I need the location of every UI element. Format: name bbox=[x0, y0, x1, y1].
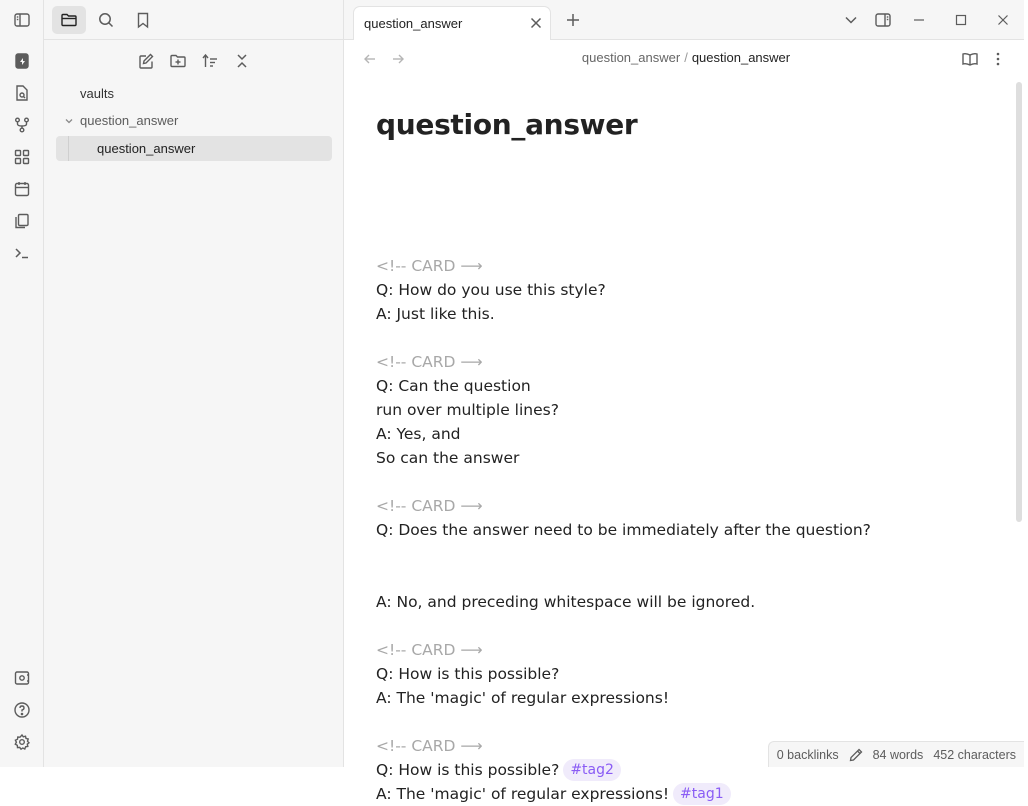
ribbon bbox=[0, 0, 44, 767]
line-text: run over multiple lines? bbox=[376, 401, 559, 419]
line-text: <!-- CARD ⟶ bbox=[376, 257, 483, 275]
tab-bookmarks[interactable] bbox=[126, 6, 160, 34]
card-comment-line[interactable] bbox=[376, 494, 871, 518]
text-line[interactable] bbox=[376, 662, 871, 686]
text-line[interactable] bbox=[376, 302, 871, 326]
breadcrumb-file[interactable]: question_answer bbox=[691, 50, 791, 65]
text-line[interactable] bbox=[376, 278, 871, 302]
line-text: Q: Can the question bbox=[376, 377, 531, 395]
blank-line[interactable] bbox=[376, 566, 871, 590]
blank-line[interactable] bbox=[376, 542, 871, 566]
daily-note-icon[interactable] bbox=[11, 178, 33, 200]
line-text: <!-- CARD ⟶ bbox=[376, 737, 483, 755]
tab-search[interactable] bbox=[89, 6, 123, 34]
card-comment-line[interactable] bbox=[376, 638, 871, 662]
editor-scrollbar[interactable] bbox=[1016, 82, 1022, 522]
new-note-icon[interactable] bbox=[135, 50, 157, 72]
settings-icon[interactable] bbox=[11, 731, 33, 753]
blank-line[interactable] bbox=[376, 470, 871, 494]
text-line[interactable] bbox=[376, 398, 871, 422]
word-count: 84 words bbox=[872, 747, 924, 762]
tag-pill[interactable]: #tag1 bbox=[673, 783, 731, 805]
line-text: A: The 'magic' of regular expressions! bbox=[376, 785, 670, 803]
open-quick-switcher-icon[interactable] bbox=[11, 50, 33, 72]
status-bar bbox=[768, 741, 1024, 767]
breadcrumb-folder[interactable]: question_answer bbox=[581, 50, 681, 65]
text-line[interactable] bbox=[376, 590, 871, 614]
templates-icon[interactable] bbox=[11, 210, 33, 232]
pencil-icon[interactable] bbox=[849, 748, 863, 762]
bookmark-icon bbox=[134, 11, 152, 29]
line-text: <!-- CARD ⟶ bbox=[376, 641, 483, 659]
text-line[interactable] bbox=[376, 374, 871, 398]
sidebar-tab-header bbox=[44, 0, 344, 40]
line-text: A: Just like this. bbox=[376, 305, 495, 323]
blank-line[interactable] bbox=[376, 326, 871, 350]
collapse-sidebar-icon[interactable] bbox=[11, 9, 33, 31]
open-vault-icon[interactable] bbox=[11, 667, 33, 689]
backlinks-count[interactable]: 0 backlinks bbox=[776, 747, 839, 762]
tab-bar bbox=[344, 0, 1024, 40]
tree-vault-root[interactable]: vaults bbox=[80, 86, 114, 101]
canvas-icon[interactable] bbox=[11, 146, 33, 168]
line-text: Q: Does the answer need to be immediately after the question? bbox=[376, 521, 871, 539]
new-folder-icon[interactable] bbox=[167, 50, 189, 72]
window-close-icon[interactable] bbox=[993, 10, 1013, 30]
collapse-all-icon[interactable] bbox=[231, 50, 253, 72]
folder-icon bbox=[60, 11, 78, 29]
line-text: So can the answer bbox=[376, 449, 520, 467]
line-text: Q: How is this possible? bbox=[376, 761, 560, 779]
file-explorer-actions bbox=[44, 50, 344, 72]
tab-file-explorer[interactable] bbox=[52, 6, 86, 34]
more-options-icon[interactable] bbox=[988, 49, 1008, 69]
character-count: 452 characters bbox=[933, 747, 1016, 762]
chevron-down-icon[interactable] bbox=[841, 10, 861, 30]
help-icon[interactable] bbox=[11, 699, 33, 721]
blank-line[interactable] bbox=[376, 710, 871, 734]
blank-line[interactable] bbox=[376, 230, 871, 254]
toggle-right-sidebar-icon[interactable] bbox=[873, 10, 893, 30]
graph-view-icon[interactable] bbox=[11, 114, 33, 136]
card-comment-line[interactable] bbox=[376, 254, 871, 278]
new-tab-icon[interactable] bbox=[563, 10, 583, 30]
tag-pill[interactable]: #tag2 bbox=[563, 759, 621, 781]
card-comment-line[interactable] bbox=[376, 350, 871, 374]
tab-question-answer[interactable] bbox=[353, 6, 551, 41]
text-line[interactable] bbox=[376, 518, 871, 542]
breadcrumb-separator: / bbox=[684, 50, 688, 65]
blank-line[interactable] bbox=[376, 206, 871, 230]
blank-line[interactable] bbox=[376, 614, 871, 638]
line-text: Q: How is this possible? bbox=[376, 665, 560, 683]
reading-view-icon[interactable] bbox=[960, 49, 980, 69]
tree-folder-question-answer[interactable] bbox=[64, 113, 178, 128]
line-text: A: Yes, and bbox=[376, 425, 461, 443]
editor-content[interactable] bbox=[376, 206, 871, 806]
chevron-down-icon bbox=[64, 116, 74, 126]
left-sidebar bbox=[44, 0, 344, 767]
editor-pane[interactable] bbox=[344, 78, 1024, 803]
text-line[interactable] bbox=[376, 422, 871, 446]
breadcrumb bbox=[344, 50, 1028, 65]
text-line[interactable] bbox=[376, 782, 871, 806]
maximize-icon[interactable] bbox=[951, 10, 971, 30]
text-line[interactable] bbox=[376, 446, 871, 470]
line-text: A: No, and preceding whitespace will be ignored. bbox=[376, 593, 756, 611]
tab-title: question_answer bbox=[364, 16, 463, 31]
tree-folder-label: question_answer bbox=[80, 113, 179, 128]
search-icon bbox=[97, 11, 115, 29]
close-icon[interactable] bbox=[528, 15, 544, 31]
text-line[interactable] bbox=[376, 686, 871, 710]
tree-file-question-answer[interactable]: question_answer bbox=[56, 136, 332, 161]
line-text: A: The 'magic' of regular expressions! bbox=[376, 689, 670, 707]
search-in-files-icon[interactable] bbox=[11, 82, 33, 104]
line-text: <!-- CARD ⟶ bbox=[376, 353, 483, 371]
line-text: <!-- CARD ⟶ bbox=[376, 497, 483, 515]
view-header bbox=[344, 40, 1024, 78]
note-title[interactable]: question_answer bbox=[376, 108, 638, 141]
minimize-icon[interactable] bbox=[909, 10, 929, 30]
command-palette-icon[interactable] bbox=[11, 242, 33, 264]
sort-icon[interactable] bbox=[199, 50, 221, 72]
line-text: Q: How do you use this style? bbox=[376, 281, 606, 299]
